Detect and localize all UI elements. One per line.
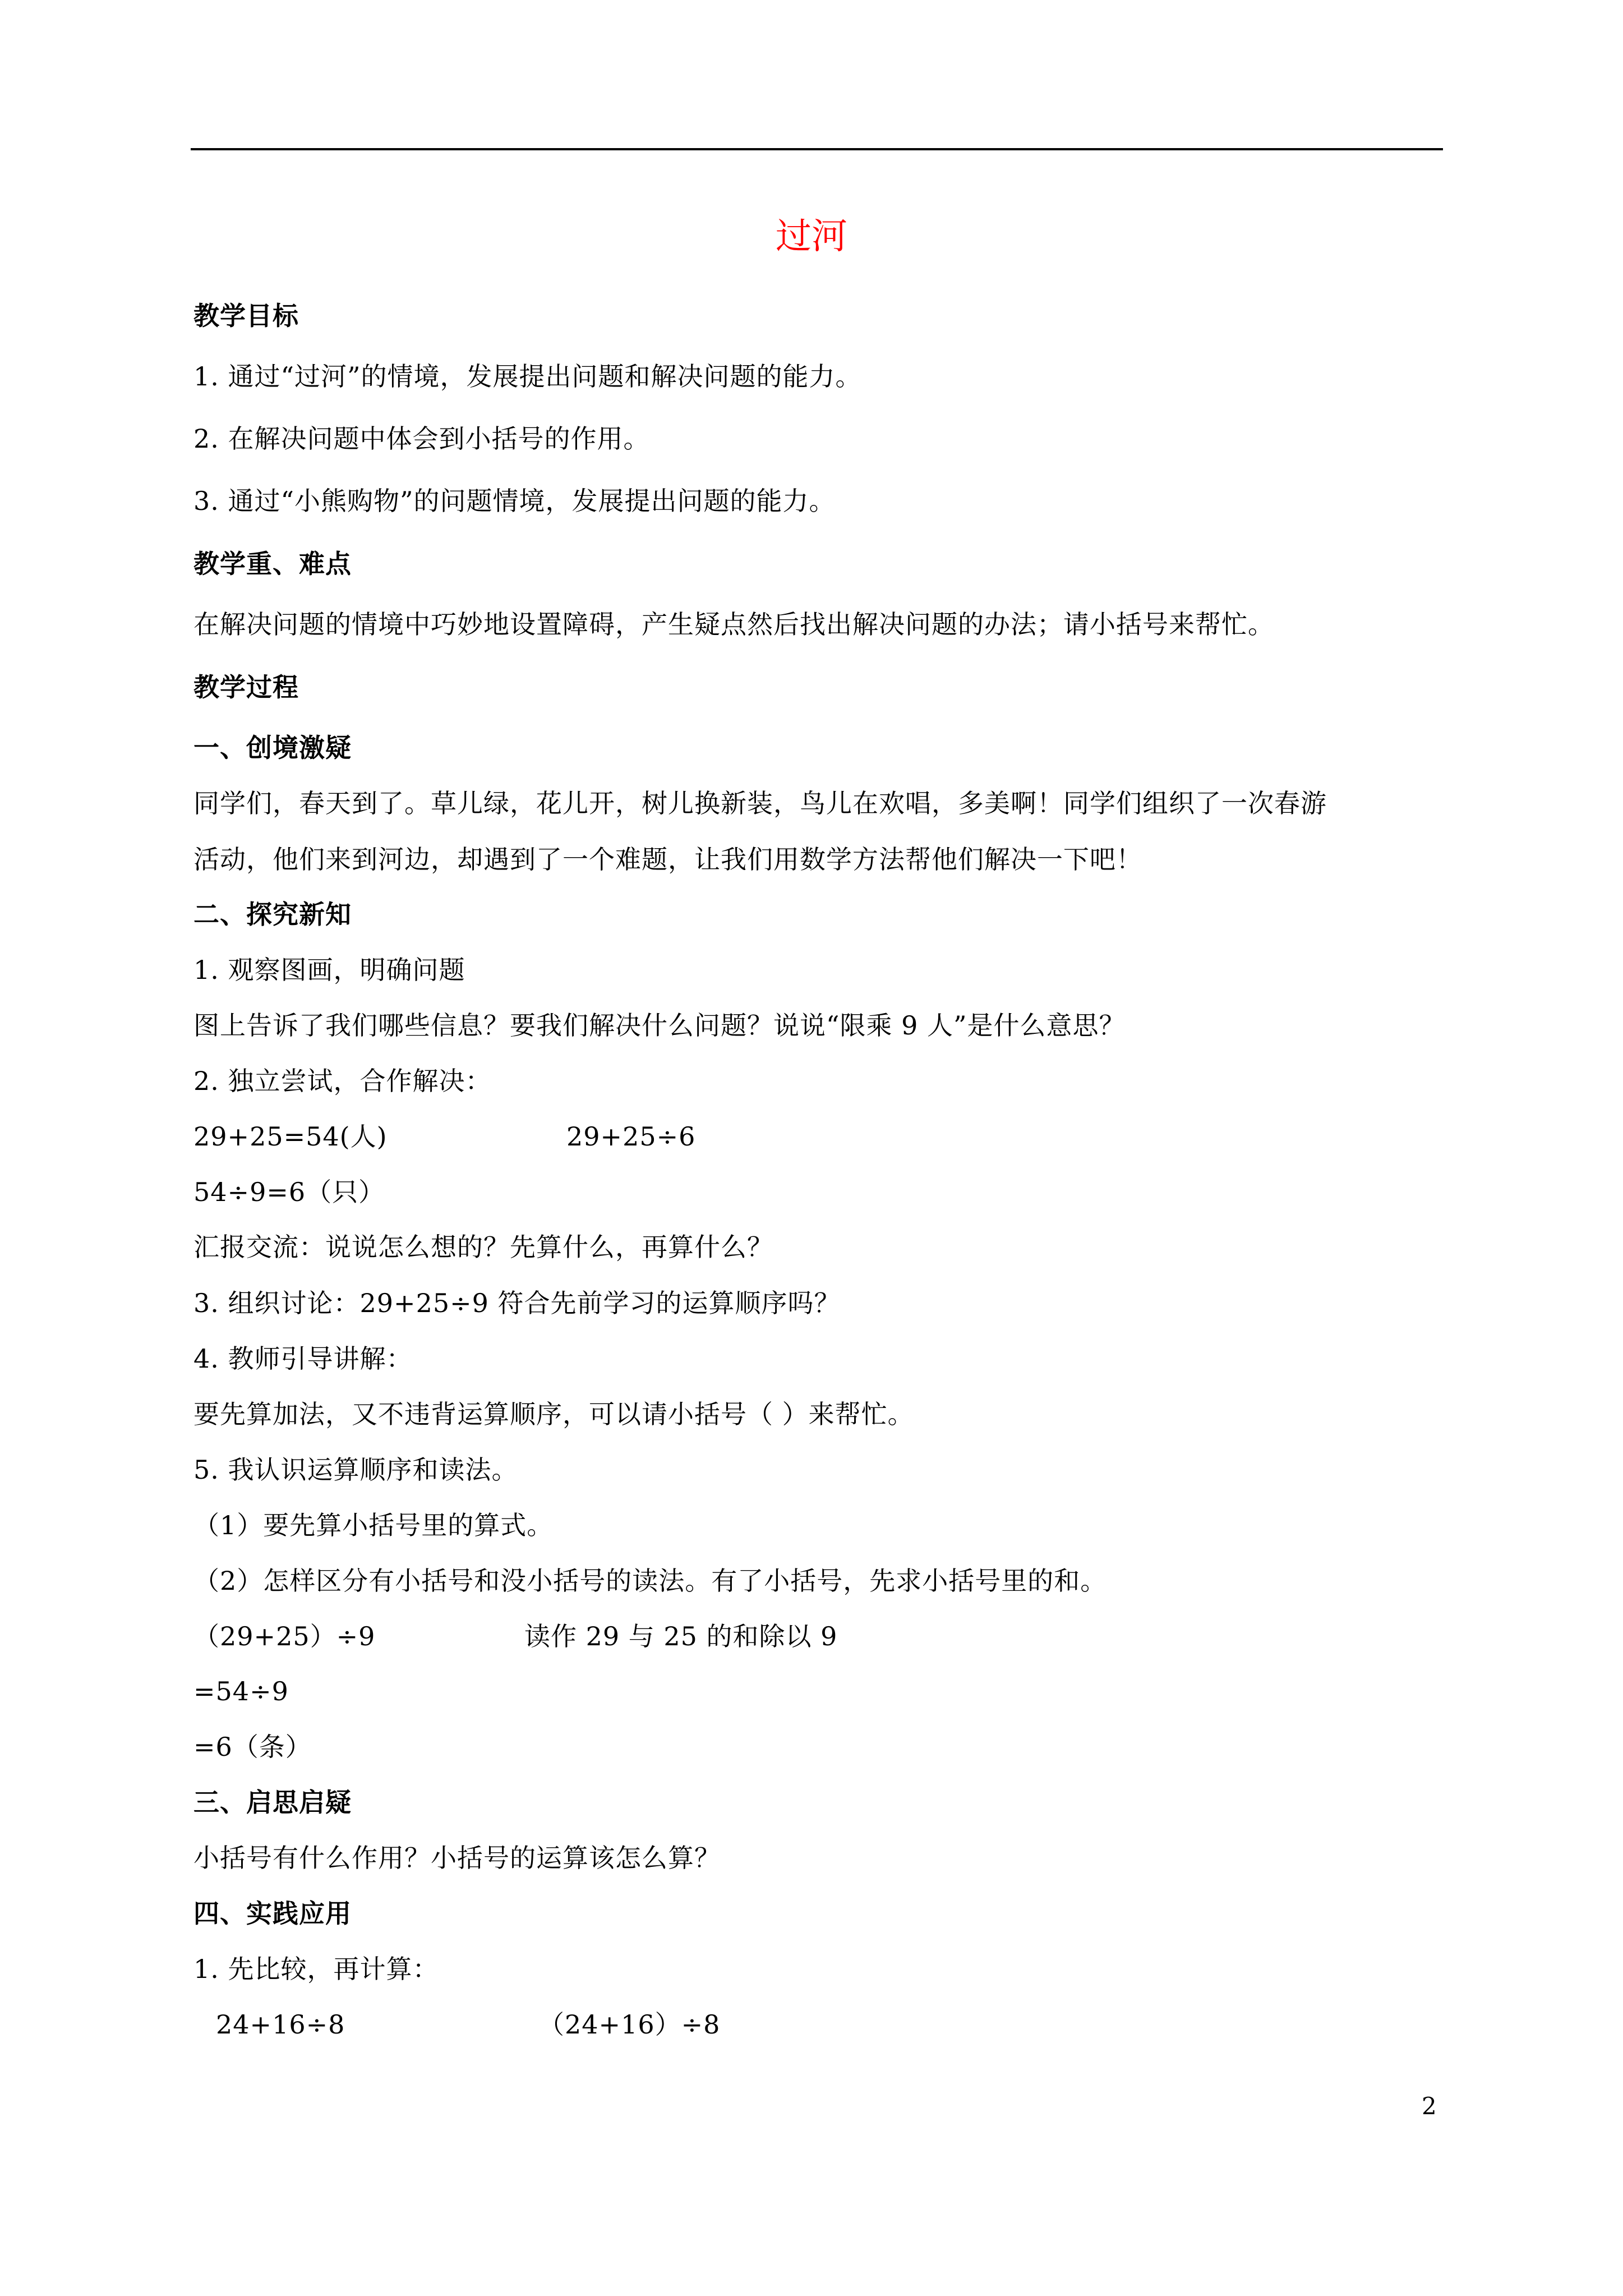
heading-process: 教学过程 (193, 672, 299, 702)
section-3-heading: 三、启思启疑 (193, 1787, 352, 1818)
objective-2: 2. 在解决问题中体会到小括号的作用。 (193, 424, 650, 454)
equation: 54÷9=6（只） (193, 1177, 385, 1207)
heading-key-points: 教学重、难点 (193, 549, 352, 579)
equation: （29+25）÷9 (193, 1621, 376, 1651)
step-1: 1. 观察图画，明确问题 (193, 955, 465, 985)
practice-1: 1. 先比较，再计算： (193, 1954, 439, 1984)
equation-row (193, 1117, 696, 1156)
step-2: 2. 独立尝试，合作解决： (193, 1066, 492, 1096)
paragraph-line: 要先算加法，又不违背运算顺序，可以请小括号（ ）来帮忙。 (193, 1399, 914, 1429)
equation: =54÷9 (193, 1676, 289, 1706)
paragraph-line: 同学们，春天到了。草儿绿，花儿开，树儿换新装，鸟儿在欢唱，多美啊！同学们组织了一次春游 (193, 788, 1327, 818)
equation: =6（条） (193, 1732, 312, 1762)
step-5: 5. 我认识运算顺序和读法。 (193, 1455, 518, 1485)
reading-note: 读作 29 与 25 的和除以 9 (524, 1621, 838, 1651)
equation: 24+16÷8 (216, 2009, 345, 2040)
page-title: 过河 (776, 216, 847, 257)
page-number: 2 (1422, 2092, 1437, 2120)
equation: 29+25÷6 (566, 1121, 696, 1152)
step-3: 3. 组织讨论：29+25÷9 符合先前学习的运算顺序吗？ (193, 1288, 841, 1318)
step-4: 4. 教师引导讲解： (193, 1343, 413, 1374)
equation-row (193, 1617, 838, 1656)
equation: （24+16）÷8 (538, 2009, 721, 2040)
objective-3: 3. 通过“小熊购物”的问题情境，发展提出问题的能力。 (193, 486, 836, 516)
header-rule (191, 148, 1443, 150)
key-points-text: 在解决问题的情境中巧妙地设置障碍，产生疑点然后找出解决问题的办法；请小括号来帮忙。 (193, 609, 1274, 639)
section-4-heading: 四、实践应用 (193, 1898, 352, 1929)
paragraph-line: 小括号有什么作用？小括号的运算该怎么算？ (193, 1843, 721, 1873)
section-2-heading: 二、探究新知 (193, 899, 352, 930)
sub-point-2: （2）怎样区分有小括号和没小括号的读法。有了小括号，先求小括号里的和。 (193, 1566, 1107, 1596)
section-1-heading: 一、创境激疑 (193, 733, 352, 763)
paragraph-line: 汇报交流：说说怎么想的？先算什么，再算什么？ (193, 1232, 773, 1262)
paragraph-line: 活动，他们来到河边，却遇到了一个难题，让我们用数学方法帮他们解决一下吧！ (193, 844, 1142, 875)
sub-point-1: （1）要先算小括号里的算式。 (193, 1510, 554, 1540)
paragraph-line: 图上告诉了我们哪些信息？要我们解决什么问题？说说“限乘 9 人”是什么意思？ (193, 1010, 1126, 1041)
equation-row (216, 2005, 721, 2044)
heading-objectives: 教学目标 (193, 301, 299, 331)
objective-1: 1. 通过“过河”的情境，发展提出问题和解决问题的能力。 (193, 361, 862, 392)
equation: 29+25=54(人) (193, 1121, 388, 1152)
